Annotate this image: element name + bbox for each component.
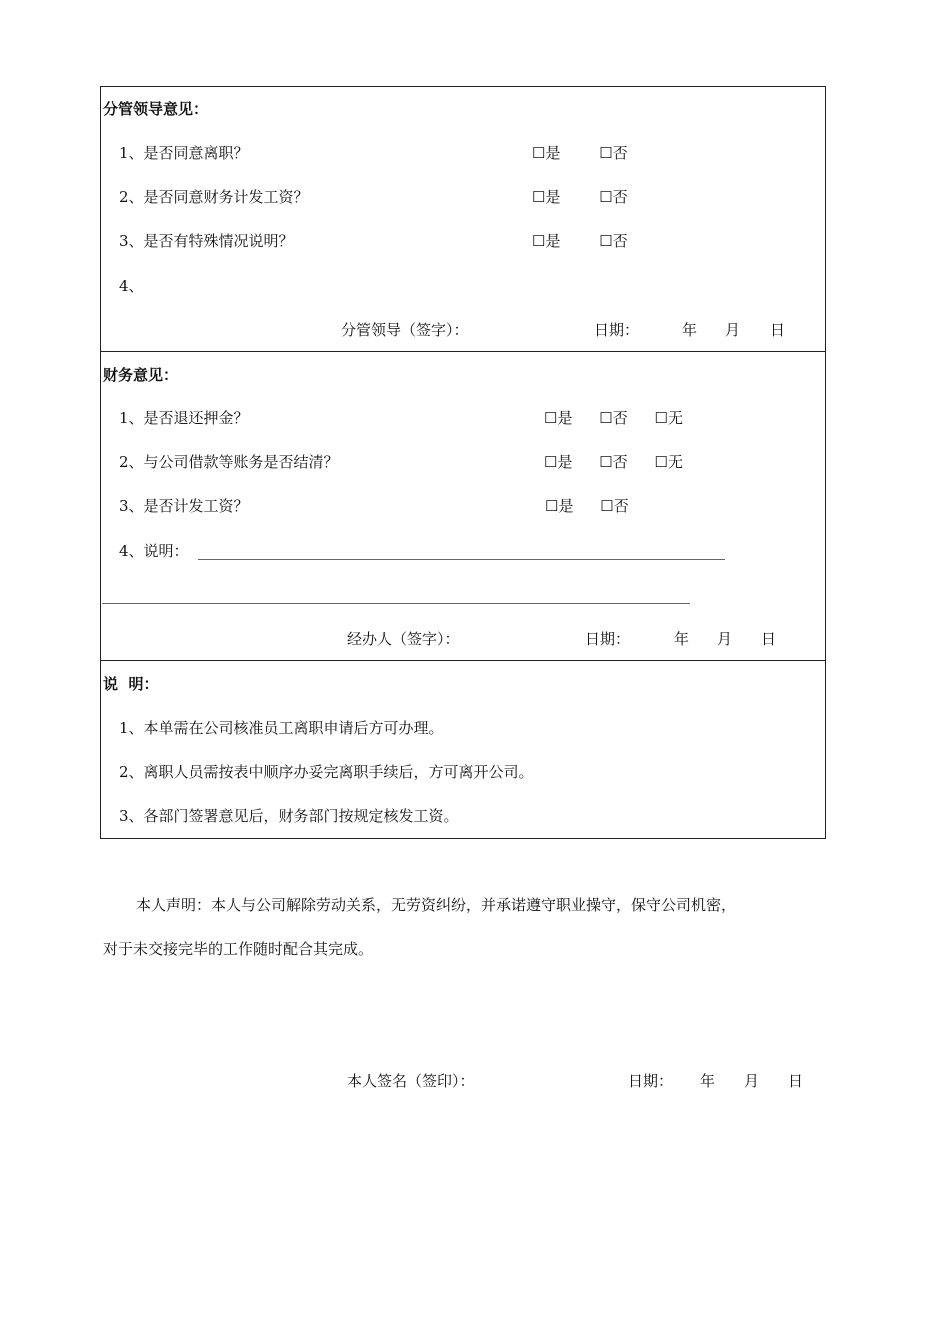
signature-date-day: 日	[788, 1072, 804, 1090]
finance-item-2-yes-checkbox[interactable]: ☐是	[544, 453, 573, 471]
finance-section-title: 财务意见：	[103, 366, 179, 384]
leader-item-3-yes-checkbox[interactable]: ☐是	[532, 232, 561, 250]
finance-date-label: 日期：	[585, 630, 631, 648]
finance-item-3-no-checkbox[interactable]: ☐否	[600, 497, 629, 515]
finance-date-day: 日	[761, 630, 777, 648]
leader-sign-label: 分管领导（签字）：	[341, 321, 469, 339]
finance-item-4: 4、说明：	[119, 542, 189, 560]
finance-item-2-none-checkbox[interactable]: ☐无	[654, 453, 683, 471]
finance-item-1-none-checkbox[interactable]: ☐无	[654, 409, 683, 427]
finance-date-year: 年	[674, 630, 690, 648]
notes-item-1: 1、本单需在公司核准员工离职申请后方可办理。	[119, 719, 444, 737]
finance-note-underline-1[interactable]	[198, 559, 725, 560]
finance-item-3-yes-checkbox[interactable]: ☐是	[545, 497, 574, 515]
notes-item-2: 2、离职人员需按表中顺序办妥完离职手续后，方可离开公司。	[119, 763, 534, 781]
finance-item-3-options	[545, 496, 629, 516]
signature-date-label: 日期：	[628, 1072, 674, 1090]
finance-date-month: 月	[717, 630, 733, 648]
finance-item-1-yes-checkbox[interactable]: ☐是	[544, 409, 573, 427]
finance-item-2-no-checkbox[interactable]: ☐否	[599, 453, 628, 471]
notes-item-3: 3、各部门签署意见后，财务部门按规定核发工资。	[119, 807, 459, 825]
leader-item-1-yes-checkbox[interactable]: ☐是	[532, 144, 561, 162]
finance-note-underline-2[interactable]	[102, 603, 690, 604]
divider-finance-notes	[100, 660, 826, 661]
declaration-line-1: 本人声明：本人与公司解除劳动关系，无劳资纠纷，并承诺遵守职业操守，保守公司机密，	[136, 896, 737, 914]
finance-sign-label: 经办人（签字）：	[347, 630, 460, 648]
leader-date-day: 日	[770, 321, 786, 339]
divider-leader-finance	[100, 351, 826, 352]
leader-item-4: 4、	[119, 277, 144, 295]
finance-item-2: 2、与公司借款等账务是否结清？	[119, 453, 339, 471]
leader-item-2: 2、是否同意财务计发工资？	[119, 188, 309, 206]
finance-item-3: 3、是否计发工资？	[119, 497, 249, 515]
leader-date-month: 月	[725, 321, 741, 339]
leader-item-2-options	[532, 187, 628, 207]
leader-item-3: 3、是否有特殊情况说明？	[119, 232, 294, 250]
leader-item-3-no-checkbox[interactable]: ☐否	[599, 232, 628, 250]
finance-item-1-no-checkbox[interactable]: ☐否	[599, 409, 628, 427]
leader-item-3-options	[532, 231, 628, 251]
leader-section-title: 分管领导意见：	[103, 100, 209, 118]
leader-item-1-no-checkbox[interactable]: ☐否	[599, 144, 628, 162]
notes-section-title: 说 明：	[103, 675, 159, 693]
leader-date-year: 年	[682, 321, 698, 339]
leader-item-1-options	[532, 143, 628, 163]
signature-date-month: 月	[744, 1072, 760, 1090]
leader-item-2-yes-checkbox[interactable]: ☐是	[532, 188, 561, 206]
finance-item-1: 1、是否退还押金？	[119, 409, 249, 427]
declaration-line-2: 对于未交接完毕的工作随时配合其完成。	[103, 940, 374, 958]
finance-item-2-options	[544, 452, 683, 472]
leader-item-1: 1、是否同意离职？	[119, 144, 249, 162]
leader-item-2-no-checkbox[interactable]: ☐否	[599, 188, 628, 206]
leader-date-label: 日期：	[594, 321, 640, 339]
finance-item-1-options	[544, 408, 683, 428]
signature-date-year: 年	[700, 1072, 716, 1090]
signature-label: 本人签名（签印）：	[347, 1072, 475, 1090]
